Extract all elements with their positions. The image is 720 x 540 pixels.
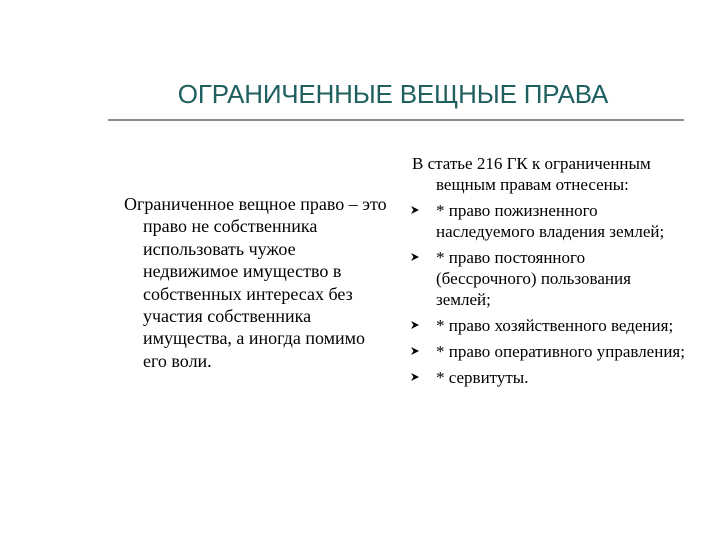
list-intro: В статье 216 ГК к ограниченным вещным правам отнесены: <box>412 154 651 194</box>
arrowhead-bullet-icon <box>410 205 420 215</box>
arrowhead-bullet-icon <box>410 372 420 382</box>
page-title: ОГРАНИЧЕННЫЕ ВЕЩНЫЕ ПРАВА <box>177 79 609 109</box>
list-item-text: * сервитуты. <box>436 368 529 387</box>
list-item-text: * право постоянного (бессрочного) пользования землей; <box>436 248 631 309</box>
arrowhead-bullet-icon <box>410 252 420 262</box>
definition-block <box>124 193 392 372</box>
definition-text: Ограниченное вещное право – это право не собственника использовать чужое недвижимое имущество в собственных интересах без участия собственника имущества, а иногда помимо его воли. <box>124 194 387 371</box>
list-item <box>398 367 688 388</box>
arrowhead-bullet-icon <box>410 346 420 356</box>
list-item <box>398 315 688 336</box>
list-item <box>398 247 688 310</box>
rights-list <box>398 200 688 388</box>
rights-list-block <box>398 153 688 393</box>
list-item-text: * право оперативного управления; <box>436 342 685 361</box>
arrowhead-bullet-icon <box>410 320 420 330</box>
list-item <box>398 200 688 242</box>
title-divider <box>108 119 684 121</box>
list-item-text: * право пожизненного наследуемого владения землей; <box>436 201 665 241</box>
list-item <box>398 341 688 362</box>
list-item-text: * право хозяйственного ведения; <box>436 316 674 335</box>
